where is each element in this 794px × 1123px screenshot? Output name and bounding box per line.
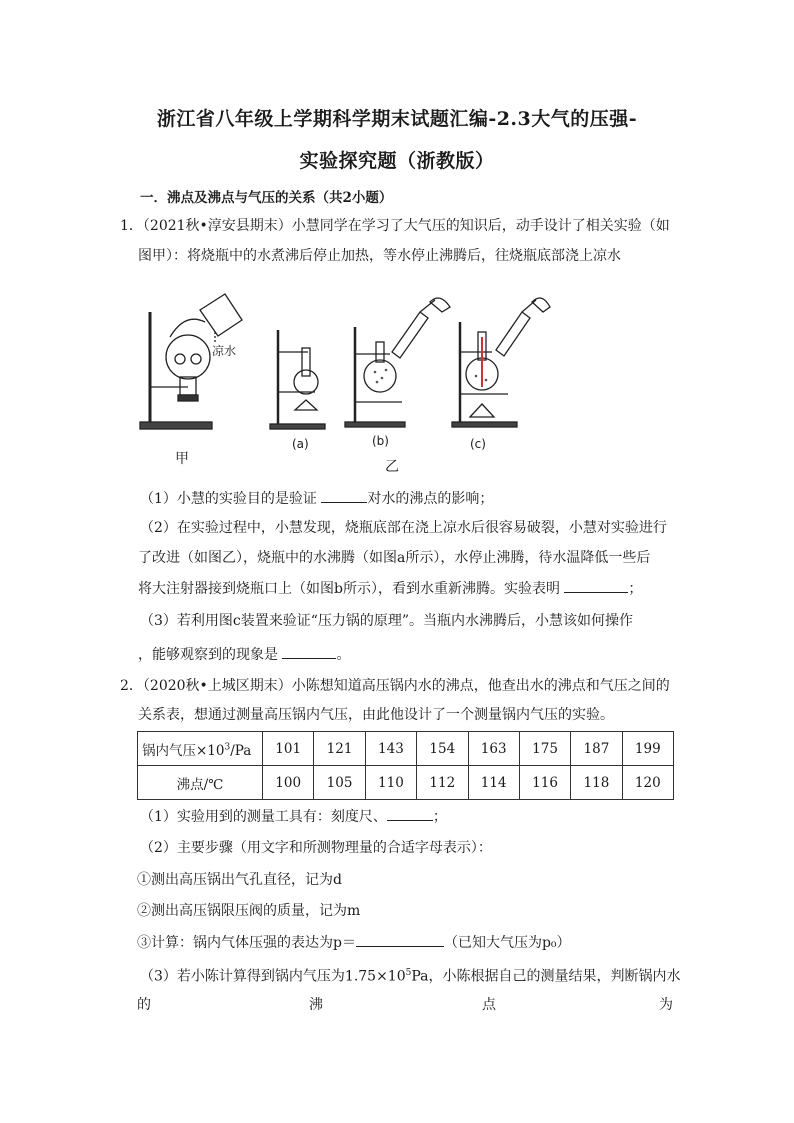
table-cell: 120 <box>622 766 673 800</box>
table-cell: 143 <box>365 732 416 766</box>
q2-step3-text: ③计算：锅内气体压强的表达为p＝ <box>137 935 356 951</box>
answer-blank[interactable] <box>564 578 628 593</box>
label-cold-water: 凉水 <box>212 344 237 358</box>
q2-step3 <box>137 932 571 953</box>
q1-sub1-text-post: 对水的沸点的影响； <box>367 491 494 507</box>
table-cell: 100 <box>263 766 314 800</box>
table-row <box>138 766 674 800</box>
word: 为 <box>659 997 673 1013</box>
table-cell: 154 <box>417 732 468 766</box>
table-header-boiling: 沸点/℃ <box>138 766 263 800</box>
q2-sub1-text: （1）实验用到的测量工具有：刻度尺、 <box>140 809 387 825</box>
table-cell: 105 <box>314 766 365 800</box>
q2-line2: 关系表，想通过测量高压锅内气压，由此他设计了一个测量锅内气压的实验。 <box>138 707 614 723</box>
table-cell: 110 <box>365 766 416 800</box>
q2-step1: ①测出高压锅出气孔直径，记为d <box>137 872 342 888</box>
q2-line1: 2．（2020秋•上城区期末）小陈想知道高压锅内水的沸点，他查出水的沸点和气压之间的 <box>120 678 670 694</box>
table-header-pressure: 锅内气压$\times 10^3/Pa$ <box>138 732 263 766</box>
q1-line2: 图甲）：将烧瓶中的水煮沸后停止加热，等水停止沸腾后，往烧瓶底部浇上凉水 <box>138 248 621 264</box>
q1-line1: 1．（2021秋•淳安县期末）小慧同学在学习了大气压的知识后，动手设计了相关实验（如 <box>120 218 670 234</box>
q2-step2: ②测出高压锅限压阀的质量，记为m <box>137 903 361 919</box>
table-row <box>138 732 674 766</box>
q2-sub2: （2）主要步骤（用文字和所测物理量的合适字母表示）： <box>140 840 492 856</box>
label-b: (b) <box>372 434 389 448</box>
table-cell: 101 <box>263 732 314 766</box>
answer-blank[interactable] <box>321 488 367 503</box>
q2-sub1-post: ； <box>432 809 447 825</box>
table-cell: 175 <box>519 732 570 766</box>
answer-blank[interactable] <box>356 932 444 947</box>
doc-title-line1: 浙江省八年级上学期科学期末试题汇编-2.3大气的压强- <box>156 108 638 130</box>
table-cell: 163 <box>468 732 519 766</box>
word: 的 <box>137 997 151 1013</box>
word: 沸 <box>309 997 323 1013</box>
table-cell: 116 <box>519 766 570 800</box>
table-cell: 199 <box>622 732 673 766</box>
label-jia: 甲 <box>175 451 189 467</box>
q1-sub3-line2 <box>138 644 350 665</box>
q1-sub2-line3 <box>138 578 642 599</box>
q1-sub2-line3-post: ； <box>628 581 643 597</box>
q1-sub3-line2-text: ，能够观察到的现象是 <box>138 647 283 663</box>
q1-sub2-line1: （2）在实验过程中，小慧发现，烧瓶底部在浇上凉水后很容易破裂，小慧对实验进行 <box>140 520 667 536</box>
table-cell: 118 <box>571 766 622 800</box>
apparatus-drawing <box>130 292 590 477</box>
doc-title-line2: 实验探究题（浙教版） <box>299 150 495 172</box>
q2-sub3: （3）若小陈计算得到锅内气压为$1.75\times 10^5Pa$，小陈根据自己的测量结果，判断锅内水 <box>140 968 681 985</box>
q1-sub2-line3-text: 将大注射器接到烧瓶口上（如图b所示），看到水重新沸腾。实验表明 <box>138 581 565 597</box>
label-yi: 乙 <box>385 459 399 475</box>
table-cell: 121 <box>314 732 365 766</box>
word: 点 <box>482 997 496 1013</box>
q1-sub1 <box>140 488 493 509</box>
q1-sub2-line2: 了改进（如图乙），烧瓶中的水沸腾（如图a所示），水停止沸腾，待水温降低一些后 <box>138 550 651 566</box>
label-a: (a) <box>292 437 309 451</box>
table-cell: 187 <box>571 732 622 766</box>
table-cell: 112 <box>417 766 468 800</box>
q1-sub3-line1: （3）若利用图c装置来验证“压力锅的原理”。当瓶内水沸腾后，小慧该如何操作 <box>140 613 634 629</box>
section-heading: 一．沸点及沸点与气压的关系（共2小题） <box>140 190 393 206</box>
q1-sub3-line2-post: 。 <box>336 647 351 663</box>
q1-sub1-text: （1）小慧的实验目的是验证 <box>140 491 322 507</box>
table-cell: 114 <box>468 766 519 800</box>
apparatus-figure <box>130 292 590 477</box>
label-c: (c) <box>470 437 486 451</box>
answer-blank[interactable] <box>387 806 433 821</box>
answer-blank[interactable] <box>282 644 336 659</box>
q2-step3-post: （已知大气压为p₀） <box>443 935 571 951</box>
pressure-boiling-table <box>137 731 674 800</box>
q2-sub1 <box>140 806 447 827</box>
